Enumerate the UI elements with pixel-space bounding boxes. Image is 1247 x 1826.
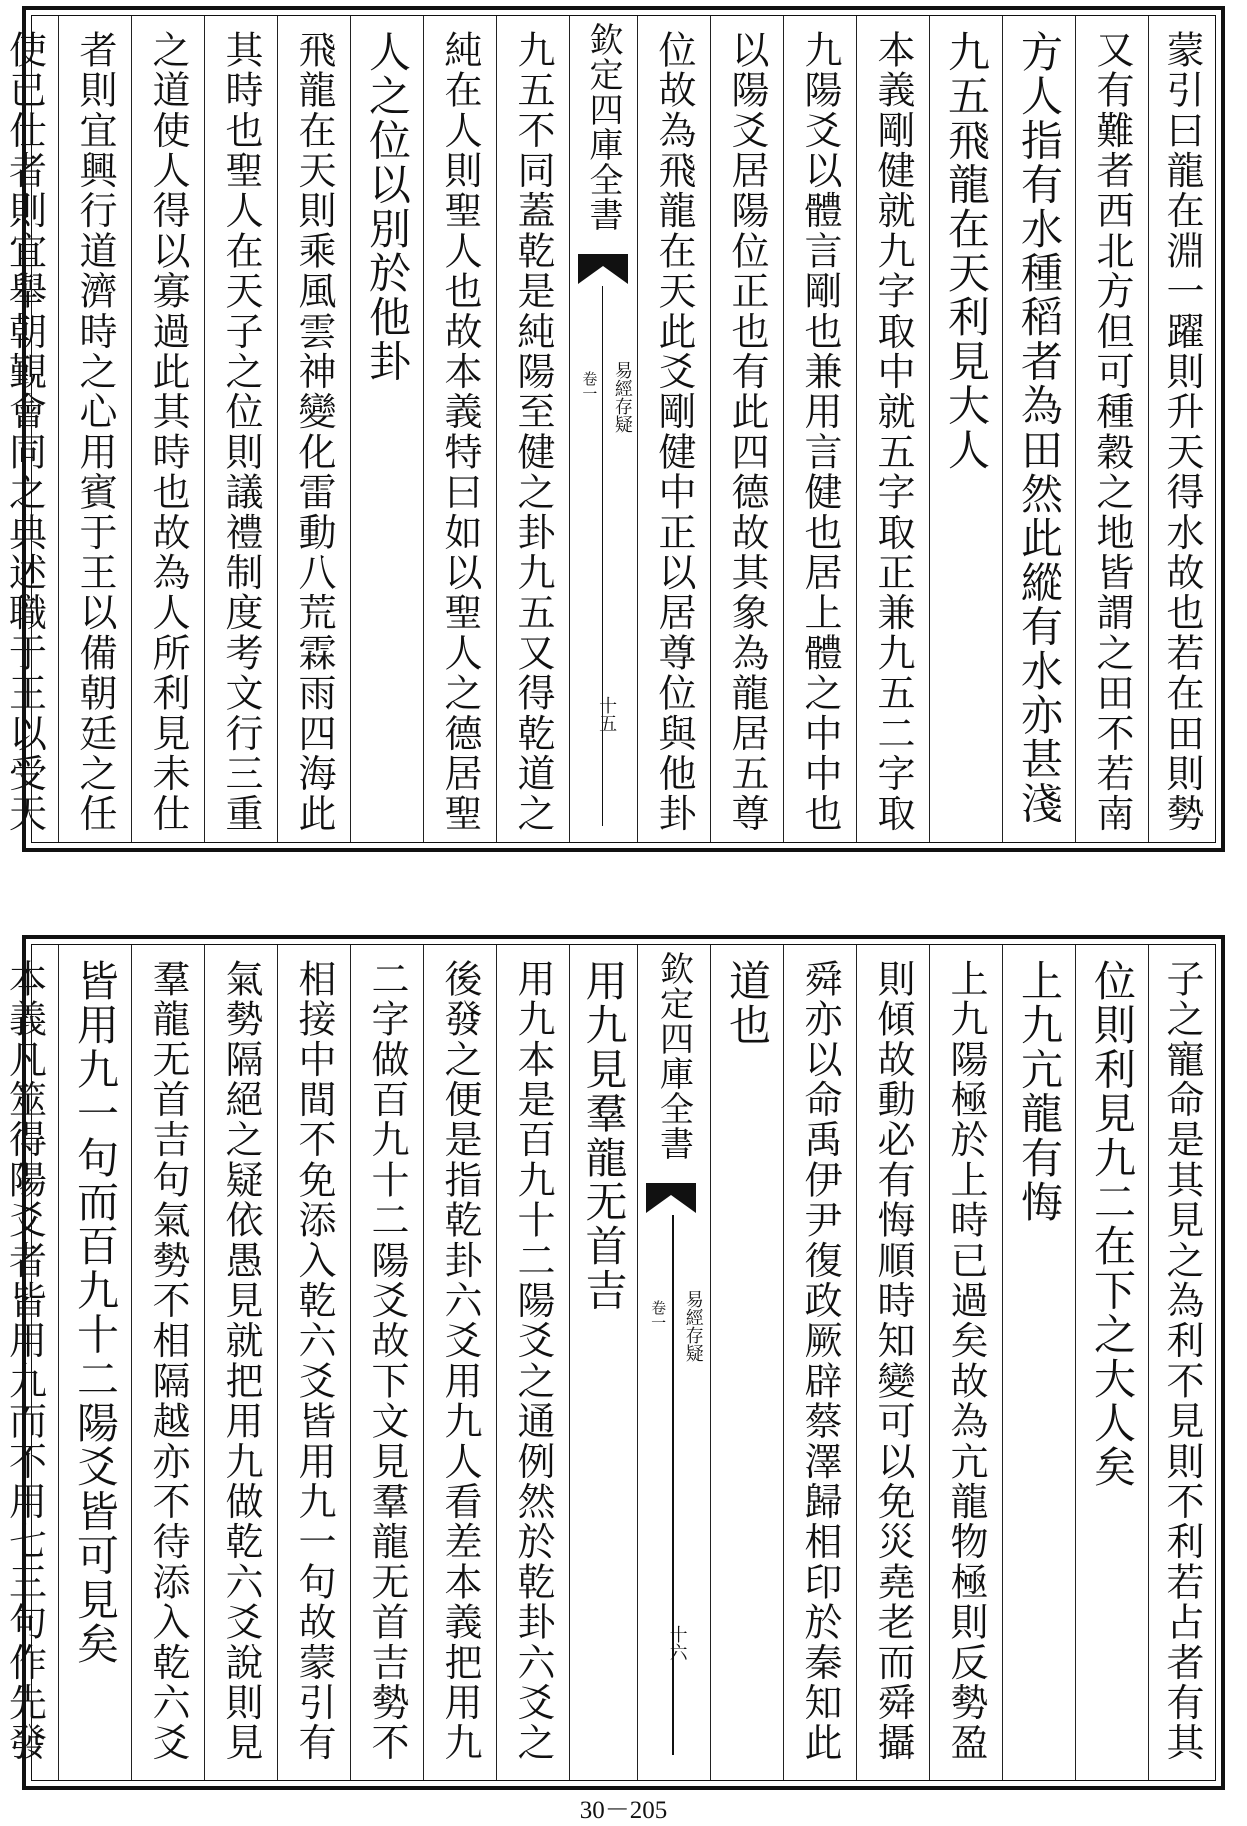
text-column <box>710 945 783 1780</box>
text-column <box>856 16 929 842</box>
gutter-title: 欽定四庫全書 <box>653 951 694 1161</box>
column-text: 則傾故動必有悔順時知變可以免災堯老而舜攝 <box>871 959 915 1763</box>
text-column <box>496 16 569 842</box>
text-column <box>0 16 58 842</box>
column-text: 用九本是百九十二陽爻之通例然於乾卦六爻之 <box>511 959 555 1763</box>
column-text: 其時也聖人在天子之位則議禮制度考文行三重 <box>219 30 263 834</box>
column-text: 子之寵命是其見之為利不見則不利若占者有其 <box>1160 959 1204 1763</box>
text-column <box>350 16 423 842</box>
gutter-page-number: 十五 <box>596 696 618 732</box>
text-column <box>204 945 277 1780</box>
column-text: 九陽爻以體言剛也兼用言健也居上體之中中也 <box>798 30 842 834</box>
bottom-page-columns <box>2 945 1215 1780</box>
text-column <box>1075 945 1148 1780</box>
column-text: 本義凡筮得陽爻者皆用九而不用七三句作先發 <box>2 959 47 1763</box>
bottom-page <box>2 935 1225 1790</box>
column-text: 位則利見九二在下之大人矣 <box>1088 959 1137 1490</box>
text-column <box>204 16 277 842</box>
bottom-page-frame <box>2 944 1216 1781</box>
fish-tail-ornament <box>646 1183 696 1219</box>
text-column <box>1002 945 1075 1780</box>
gutter-rule <box>672 1215 674 1755</box>
top-page-frame <box>2 15 1216 843</box>
column-text: 九五飛龍在天利見大人 <box>942 30 991 472</box>
gutter-rule <box>602 286 604 826</box>
gutter-volume: 卷一 <box>649 1300 668 1330</box>
gutter-page-number: 十六 <box>666 1625 688 1661</box>
gutter-book-title: 易經存疑 <box>611 361 633 433</box>
text-column <box>277 16 350 842</box>
column-text: 本義剛健就九字取中就五字取正兼九五二字取 <box>871 30 915 834</box>
column-text: 使已仕者則宜舉朝覲會同之典述職于王以受天 <box>2 30 47 834</box>
center-gutter <box>569 16 637 842</box>
column-text: 以陽爻居陽位正也有此四德故其象為龍居五尊 <box>725 30 769 834</box>
column-text: 純在人則聖人也故本義特曰如以聖人之德居聖 <box>438 30 482 834</box>
text-column <box>1148 16 1215 842</box>
column-text: 羣龍无首吉句氣勢不相隔越亦不待添入乾六爻 <box>146 959 190 1763</box>
text-column <box>783 16 856 842</box>
top-page <box>2 6 1225 852</box>
text-column <box>1002 16 1075 842</box>
column-text: 二字做百九十二陽爻故下文見羣龍无首吉勢不 <box>365 959 409 1763</box>
column-text: 方人指有水種稻者為田然此縱有水亦甚淺 <box>1015 30 1064 826</box>
column-text: 上九亢龍有悔 <box>1015 959 1064 1225</box>
column-text: 九五不同蓋乾是純陽至健之卦九五又得乾道之 <box>511 30 555 834</box>
text-column <box>58 16 131 842</box>
text-column <box>58 945 131 1780</box>
text-column <box>423 16 496 842</box>
text-column <box>783 945 856 1780</box>
column-text: 用九見羣龍无首吉 <box>579 959 629 1313</box>
column-text: 皆用九一句而百九十二陽爻皆可見矣 <box>71 959 120 1667</box>
column-text: 上九陽極於上時已過矣故為亢龍物極則反勢盈 <box>944 959 988 1763</box>
text-column <box>496 945 569 1780</box>
text-column <box>1075 16 1148 842</box>
column-text: 舜亦以命禹伊尹復政厥辟蔡澤歸相印於秦知此 <box>798 959 842 1763</box>
text-column <box>637 16 710 842</box>
text-column <box>569 945 637 1780</box>
column-text: 人之位以別於他卦 <box>363 30 412 384</box>
column-text: 位故為飛龍在天此爻剛健中正以居尊位與他卦 <box>652 30 696 834</box>
top-page-columns <box>2 16 1215 842</box>
gutter-title: 欽定四庫全書 <box>583 22 623 232</box>
column-text: 蒙引曰龍在淵一躍則升天得水故也若在田則勢 <box>1160 30 1204 834</box>
column-text: 飛龍在天則乘風雲神變化雷動八荒霖雨四海此 <box>292 30 336 834</box>
column-text: 又有難者西北方但可種穀之地皆謂之田不若南 <box>1090 30 1134 834</box>
text-column <box>350 945 423 1780</box>
center-gutter <box>637 945 710 1780</box>
text-column <box>1148 945 1215 1780</box>
gutter-book-title: 易經存疑 <box>682 1290 704 1362</box>
column-text: 氣勢隔絕之疑依愚見就把用九做乾六爻說則見 <box>219 959 263 1763</box>
gutter-volume: 卷一 <box>580 371 599 401</box>
column-text: 者則宜興行道濟時之心用賓于王以備朝廷之任 <box>73 30 117 834</box>
text-column <box>0 945 58 1780</box>
text-column <box>929 16 1002 842</box>
text-column <box>710 16 783 842</box>
text-column <box>423 945 496 1780</box>
fish-tail-ornament <box>578 254 628 290</box>
sheet-number: 30－205 <box>579 1797 668 1824</box>
column-text: 道也 <box>723 959 772 1048</box>
text-column <box>277 945 350 1780</box>
text-column <box>856 945 929 1780</box>
text-column <box>929 945 1002 1780</box>
text-column <box>131 945 204 1780</box>
column-text: 相接中間不免添入乾六爻皆用九一句故蒙引有 <box>292 959 336 1763</box>
column-text: 後發之便是指乾卦六爻用九人看差本義把用九 <box>438 959 482 1763</box>
column-text: 之道使人得以寡過此其時也故為人所利見未仕 <box>146 30 190 834</box>
text-column <box>131 16 204 842</box>
